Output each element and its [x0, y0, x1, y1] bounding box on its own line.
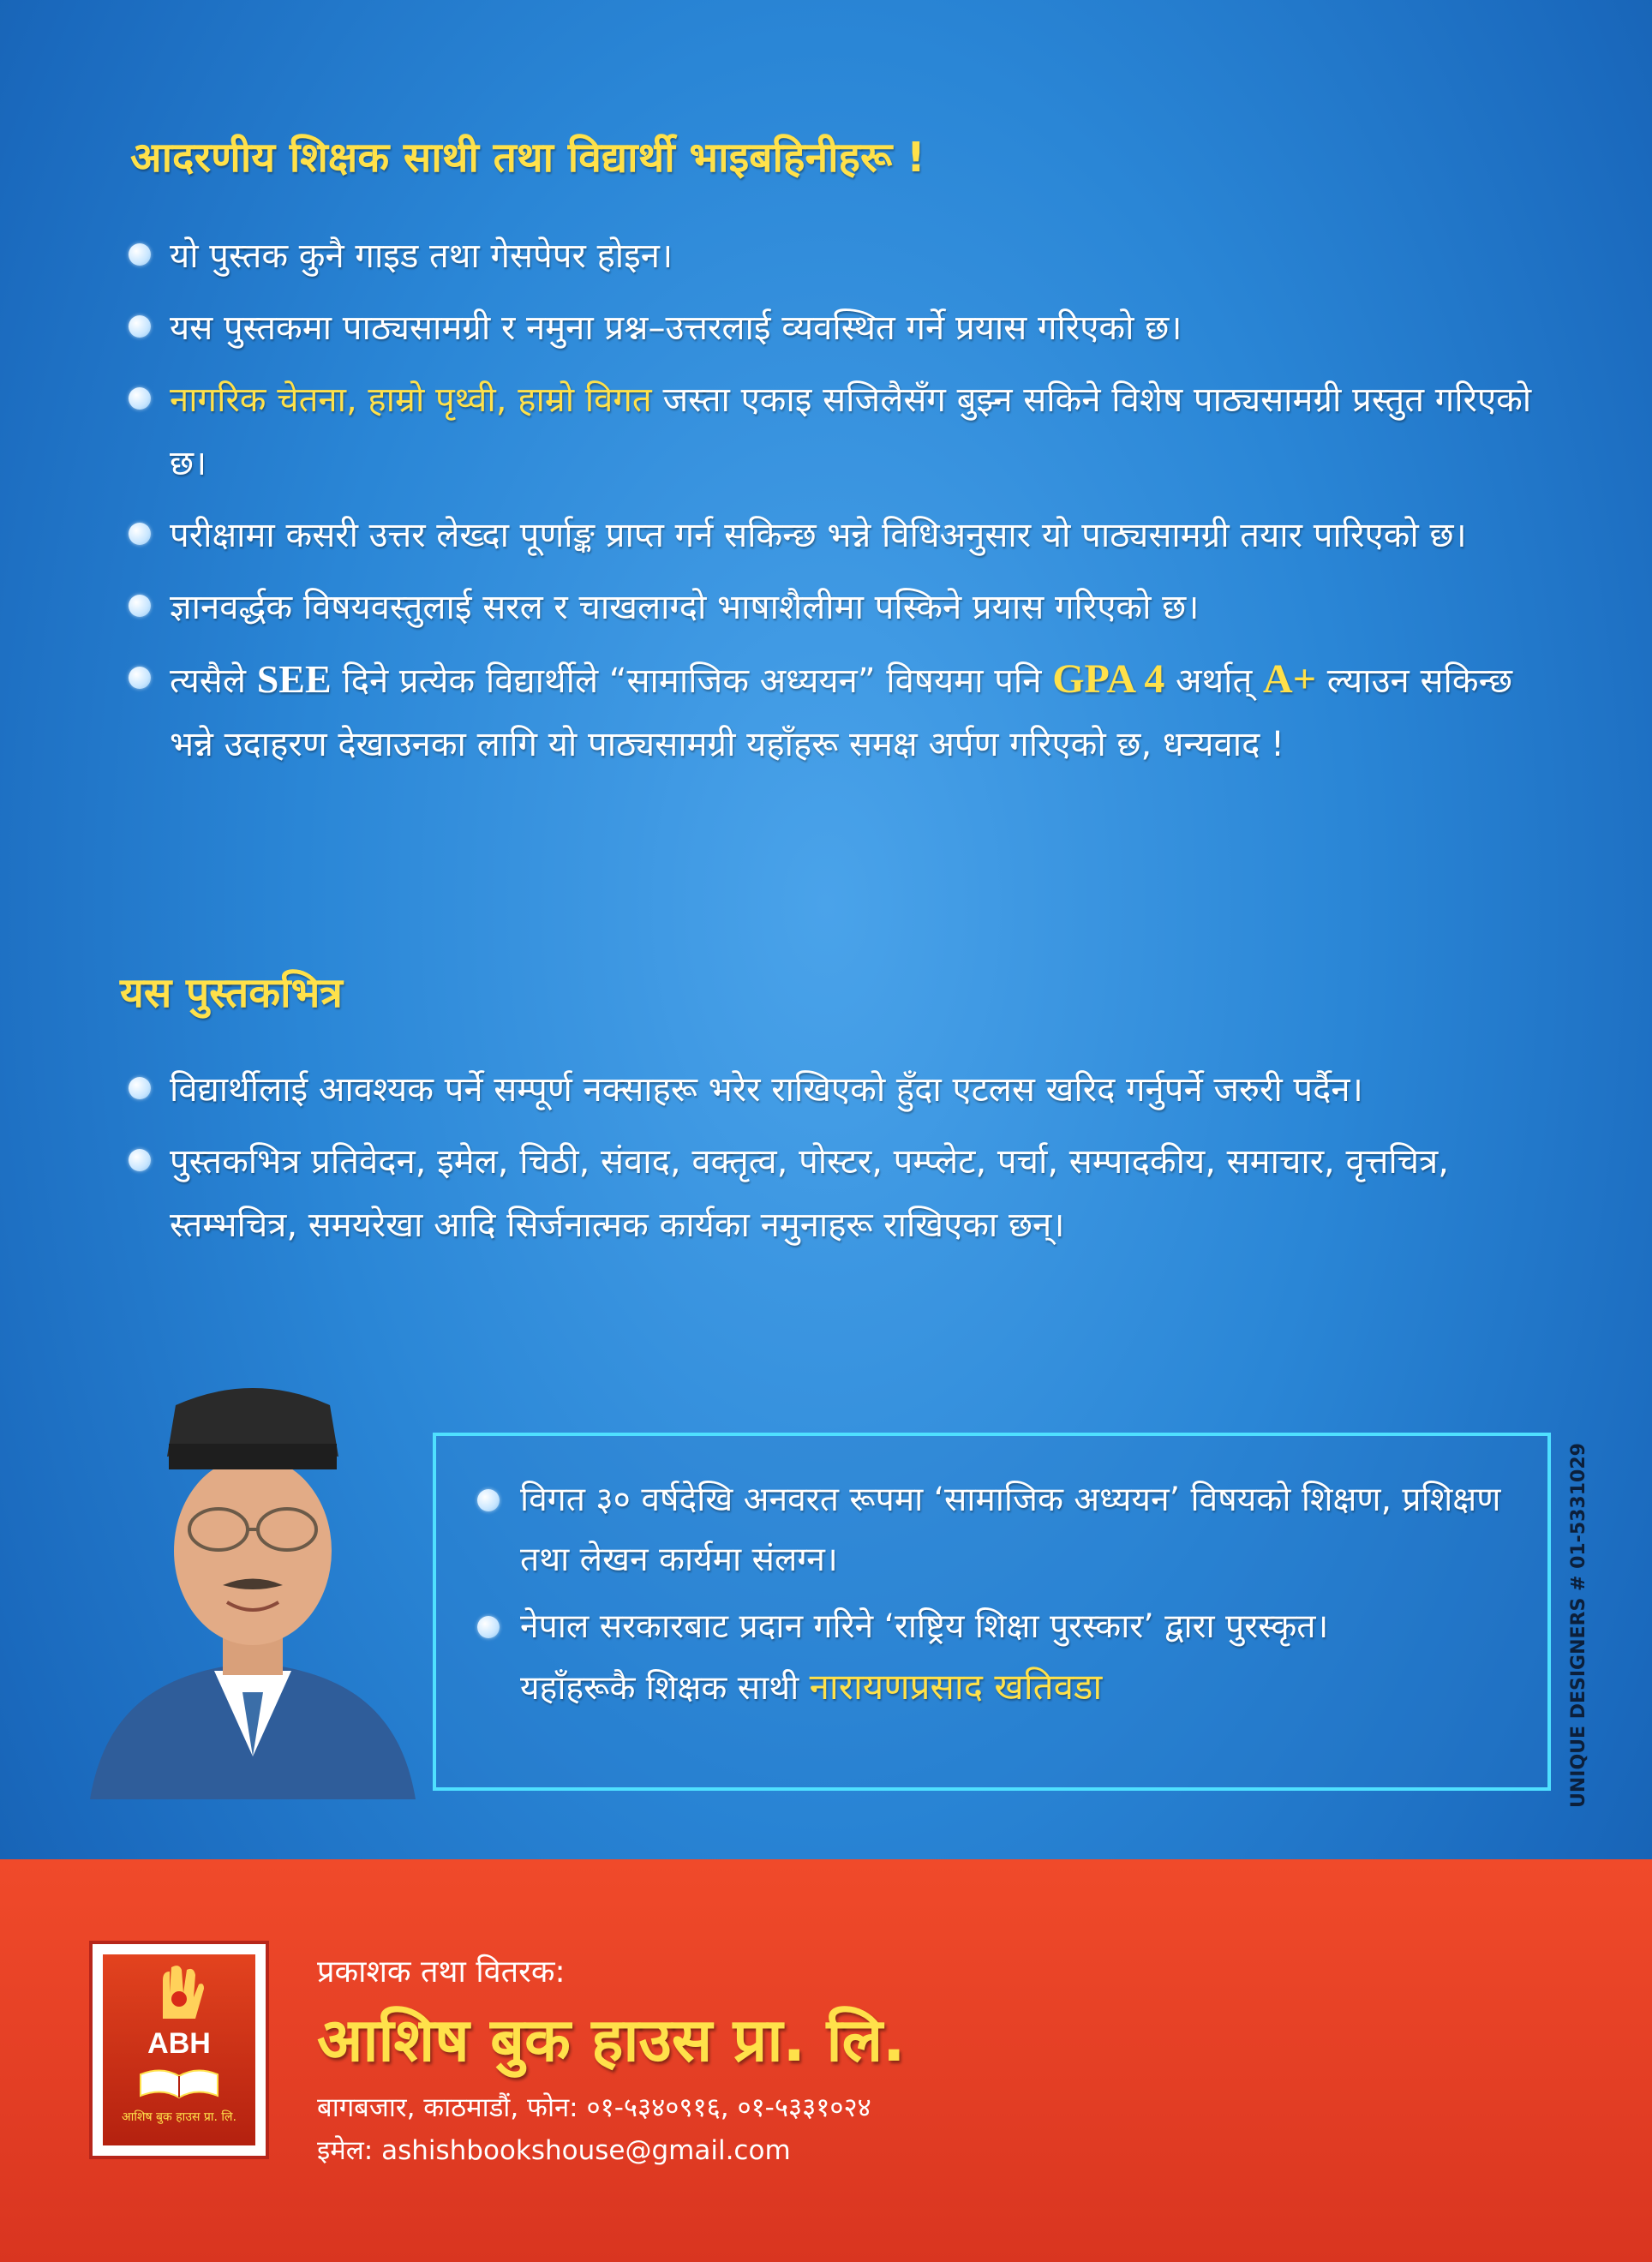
- publisher-label: प्रकाशक तथा वितरक:: [317, 1954, 566, 1990]
- book-icon: [136, 2066, 222, 2100]
- author-name: नारायणप्रसाद खतिवडा: [809, 1666, 1103, 1708]
- list-item: [129, 1130, 1534, 1257]
- publisher-logo: [89, 1941, 269, 2159]
- bullet-icon: [129, 667, 151, 689]
- inside-heading: यस पुस्तकभित्र: [120, 969, 343, 1017]
- list-item-text: नेपाल सरकारबाट प्रदान गरिने ‘राष्ट्रिय शिक्षा पुरस्कार’ द्वारा पुरस्कृत।: [520, 1607, 1329, 1646]
- highlight-units: नागरिक चेतना, हाम्रो पृथ्वी, हाम्रो विगत: [170, 380, 652, 420]
- list-item: [129, 296, 1534, 360]
- list-item-text: ज्ञानवर्द्धक विषयवस्तुलाई सरल र चाखलाग्दो भाषाशैलीमा पस्किने प्रयास गरिएको छ।: [170, 588, 1200, 627]
- list-item: [477, 1597, 1505, 1719]
- list-item-text: विद्यार्थीलाई आवश्यक पर्ने सम्पूर्ण नक्साहरू भरेर राखिएको हुँदा एटलस खरिद गर्नुपर्ने जरुरी पर्दैन।: [170, 1070, 1363, 1110]
- bullet-icon: [129, 595, 151, 617]
- publisher-footer: [0, 1859, 1652, 2262]
- om-hand-icon: [103, 1954, 255, 2023]
- logo-subtext: आशिष बुक हाउस प्रा. लि.: [122, 2110, 236, 2124]
- text-part: दिने प्रत्येक विद्यार्थीले “सामाजिक अध्ययन” विषयमा पनि: [331, 661, 1053, 701]
- list-item-text: परीक्षामा कसरी उत्तर लेख्दा पूर्णाङ्क प्राप्त गर्न सकिन्छ भन्ने विधिअनुसार यो पाठ्यसामग्री तयार पारिएको छ।: [170, 516, 1467, 555]
- bullet-icon: [129, 387, 151, 410]
- list-item-text: जस्ता एकाइ सजिलैसँग बुझ्न सकिने विशेष पाठ्यसामग्री प्रस्तुत गरिएको छ।: [170, 380, 1532, 483]
- bullet-icon: [477, 1616, 500, 1638]
- publisher-name: आशिष बुक हाउस प्रा. लि.: [317, 2005, 906, 2075]
- list-item-text: यस पुस्तकमा पाठ्यसामग्री र नमुना प्रश्न–उत्तरलाई व्यवस्थित गर्ने प्रयास गरिएको छ।: [170, 308, 1182, 348]
- list-item: [477, 1470, 1505, 1590]
- sign-prefix: यहाँहरूकै शिक्षक साथी: [520, 1669, 810, 1708]
- author-photo: [73, 1354, 433, 1799]
- publisher-address: बागबजार, काठमाडौं, फोन: ०१-५३४०९१६, ०१-५३३१०२४: [317, 2092, 871, 2123]
- intro-list: [129, 224, 1534, 785]
- list-item: [129, 1058, 1534, 1122]
- list-item: [129, 224, 1534, 288]
- list-item: [129, 368, 1534, 495]
- logo-background: [103, 1954, 255, 2145]
- list-item-text: यो पुस्तक कुनै गाइड तथा गेसपेपर होइन।: [170, 236, 673, 276]
- logo-text: ABH: [147, 2027, 211, 2060]
- text-part: ल्याउन सकिन्छ भन्ने उदाहरण देखाउनका लागि यो पाठ्यसामग्री यहाँहरू समक्ष अर्पण गरिएको छ, धन्यवाद !: [170, 661, 1513, 764]
- bullet-icon: [129, 243, 151, 266]
- list-item: [129, 504, 1534, 567]
- author-info-list: [477, 1470, 1505, 1726]
- list-item: [129, 648, 1534, 776]
- text-part: अर्थात्: [1164, 661, 1264, 701]
- aplus-label: A+: [1263, 656, 1317, 702]
- main-heading: आदरणीय शिक्षक साथी तथा विद्यार्थी भाइबहिनीहरू !: [130, 134, 925, 182]
- inside-list: [129, 1058, 1534, 1266]
- gpa-label: GPA 4: [1052, 656, 1165, 702]
- see-label: SEE: [256, 657, 332, 701]
- bullet-icon: [477, 1489, 500, 1511]
- author-info-box: [433, 1433, 1551, 1791]
- text-part: त्यसैले: [170, 661, 257, 701]
- bullet-icon: [129, 1149, 151, 1171]
- list-item-text: विगत ३० वर्षदेखि अनवरत रूपमा ‘सामाजिक अध्ययन’ विषयको शिक्षण, प्रशिक्षण तथा लेखन कार्यमा संलग्न।: [520, 1481, 1501, 1579]
- list-item-text: पुस्तकभित्र प्रतिवेदन, इमेल, चिठी, संवाद, वक्तृत्व, पोस्टर, पम्प्लेट, पर्चा, सम्पादकीय, समाचार, वृत्तचित्र, स्तम्भचित्र, समयरेखा आदि सिर्जनात्मक कार्यका नमुनाहरू राखिएका छन्।: [170, 1142, 1449, 1245]
- designer-credit: UNIQUE DESIGNERS # 01-5331029: [1568, 1443, 1589, 1808]
- publisher-email: इमेल: ashishbookshouse@gmail.com: [317, 2135, 791, 2166]
- bullet-icon: [129, 1077, 151, 1099]
- list-item: [129, 576, 1534, 639]
- bullet-icon: [129, 523, 151, 545]
- bullet-icon: [129, 315, 151, 338]
